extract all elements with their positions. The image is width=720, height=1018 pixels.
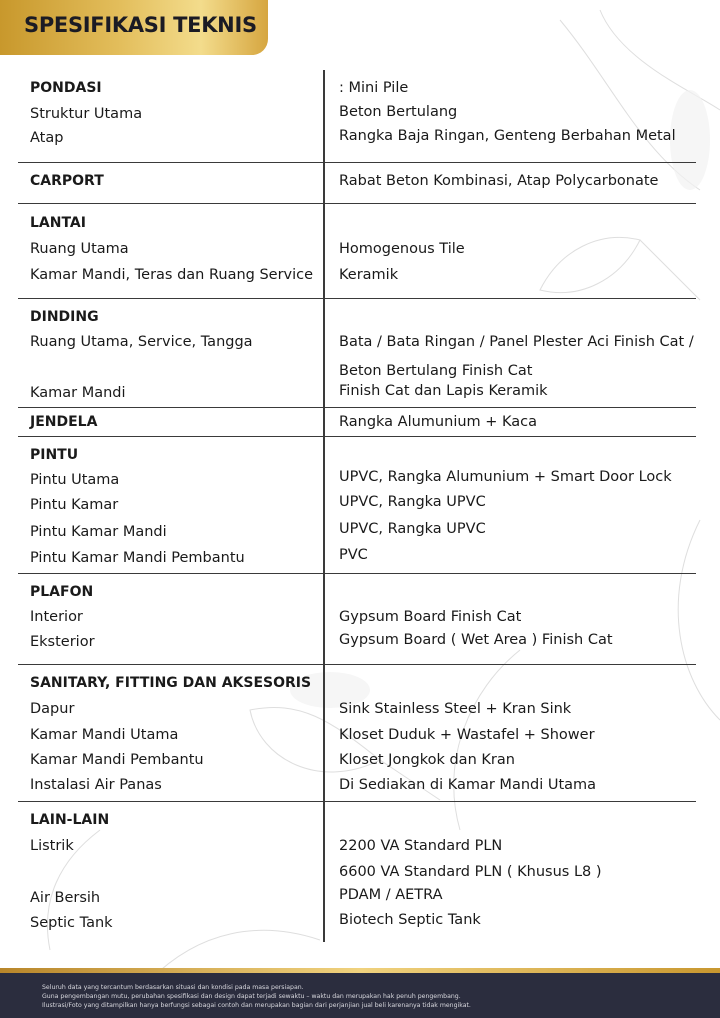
spec-section (18, 163, 696, 204)
column-divider (323, 437, 325, 573)
spec-item-label: Atap (30, 130, 64, 146)
spec-item-label: Pintu Utama (30, 472, 120, 488)
spec-item-value: Sink Stainless Steel + Kran Sink (339, 701, 572, 717)
spec-item-label: Dapur (30, 701, 75, 717)
spec-item-value: Homogenous Tile (339, 241, 465, 257)
spec-item-value: Beton Bertulang (339, 104, 458, 120)
spec-item-value: UPVC, Rangka UPVC (339, 521, 486, 537)
spec-item-label: Kamar Mandi, Teras dan Ruang Service (30, 267, 314, 283)
spec-item-value: PVC (339, 547, 368, 563)
spec-item-label: Instalasi Air Panas (30, 777, 162, 793)
column-divider (323, 204, 325, 298)
spec-item-label: Listrik (30, 838, 74, 854)
spec-item-value: Gypsum Board Finish Cat (339, 609, 522, 625)
spec-item-label: Kamar Mandi Pembantu (30, 752, 204, 768)
spec-item-label: Struktur Utama (30, 106, 143, 122)
spec-item-label: Ruang Utama, Service, Tangga (30, 334, 253, 350)
footer-disclaimer (0, 973, 720, 1018)
spec-item-label: Ruang Utama (30, 241, 129, 257)
spec-item-label: Pintu Kamar Mandi Pembantu (30, 550, 245, 566)
spec-item-value: Rangka Alumunium + Kaca (339, 414, 538, 430)
spec-item-label: Pintu Kamar Mandi (30, 524, 167, 540)
spec-item-value: : Mini Pile (339, 80, 409, 96)
spec-table (18, 70, 696, 942)
spec-item-value: Kloset Jongkok dan Kran (339, 752, 515, 768)
spec-item-value: Bata / Bata Ringan / Panel Plester Aci Finish Cat / (339, 334, 694, 350)
spec-item-label: Pintu Kamar (30, 497, 119, 513)
page-title: SPESIFIKASI TEKNIS (24, 13, 257, 37)
column-divider (323, 408, 325, 436)
spec-section (18, 574, 696, 665)
spec-item-value: UPVC, Rangka Alumunium + Smart Door Lock (339, 469, 672, 485)
spec-item-value: Biotech Septic Tank (339, 912, 481, 928)
section-title: DINDING (30, 309, 99, 325)
spec-item-value: Rangka Baja Ringan, Genteng Berbahan Metal (339, 128, 676, 144)
header-banner (0, 0, 268, 55)
disclaimer-line-3: Ilustrasi/Foto yang ditampilkan hanya berfungsi sebagai contoh dan merupakan bagian dari perjanjian jual beli karenanya tidak mengikat. (42, 1002, 471, 1009)
spec-section (18, 437, 696, 574)
spec-section (18, 408, 696, 437)
column-divider (323, 163, 325, 203)
spec-item-value: Beton Bertulang Finish Cat (339, 363, 533, 379)
spec-item-value: Kloset Duduk + Wastafel + Shower (339, 727, 595, 743)
disclaimer-line-1: Seluruh data yang tercantum berdasarkan situasi dan kondisi pada masa persiapan. (42, 984, 304, 991)
spec-section (18, 204, 696, 299)
spec-item-label: Interior (30, 609, 83, 625)
spec-item-label: Air Bersih (30, 890, 101, 906)
section-title: LAIN-LAIN (30, 812, 110, 828)
spec-item-value: UPVC, Rangka UPVC (339, 494, 486, 510)
spec-section (18, 70, 696, 163)
spec-item-value: Di Sediakan di Kamar Mandi Utama (339, 777, 597, 793)
spec-item-value: Finish Cat dan Lapis Keramik (339, 383, 548, 399)
column-divider (323, 665, 325, 801)
spec-item-value: Keramik (339, 267, 399, 283)
column-divider (323, 70, 325, 162)
spec-item-value: 2200 VA Standard PLN (339, 838, 503, 854)
column-divider (323, 299, 325, 407)
section-title: LANTAI (30, 215, 86, 231)
section-title: CARPORT (30, 173, 104, 189)
spec-section (18, 665, 696, 802)
spec-item-value: Gypsum Board ( Wet Area ) Finish Cat (339, 632, 613, 648)
spec-item-value: PDAM / AETRA (339, 887, 443, 903)
spec-item-value: Rabat Beton Kombinasi, Atap Polycarbonate (339, 173, 659, 189)
column-divider (323, 574, 325, 664)
spec-item-value: 6600 VA Standard PLN ( Khusus L8 ) (339, 864, 602, 880)
section-title: PONDASI (30, 80, 102, 96)
section-title: SANITARY, FITTING DAN AKSESORIS (30, 675, 312, 691)
disclaimer-line-2: Guna pengembangan mutu, perubahan spesifikasi dan design dapat terjadi sewaktu – waktu dan merupakan hak penuh pengembang. (42, 993, 461, 1000)
spec-item-label: Eksterior (30, 634, 95, 650)
column-divider (323, 802, 325, 942)
spec-item-label: Septic Tank (30, 915, 113, 931)
section-title: PLAFON (30, 584, 94, 600)
spec-section (18, 802, 696, 942)
spec-item-label: Kamar Mandi (30, 385, 126, 401)
section-title: JENDELA (30, 414, 98, 430)
section-title: PINTU (30, 447, 79, 463)
spec-item-label: Kamar Mandi Utama (30, 727, 179, 743)
spec-section (18, 299, 696, 408)
